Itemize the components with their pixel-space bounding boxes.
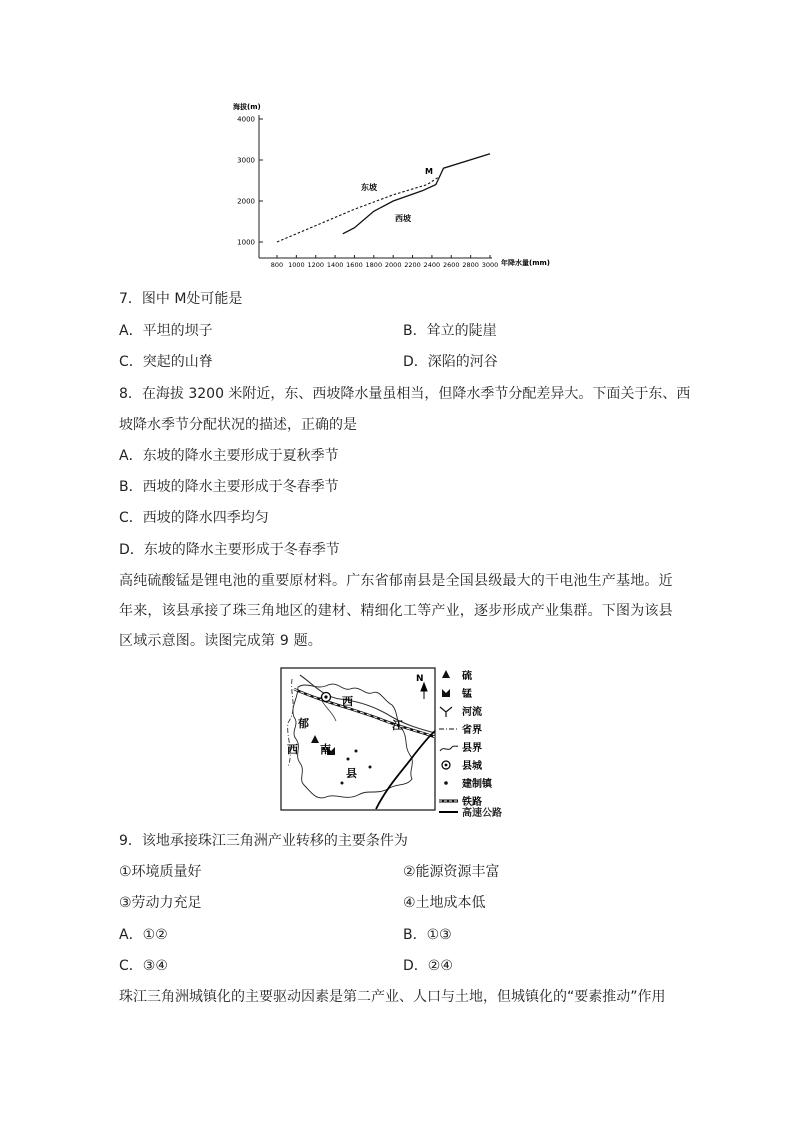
- x-tick-label: 2200: [404, 261, 421, 269]
- q9-statement-2: ②能源资源丰富: [403, 864, 500, 880]
- legend-sulfur: 硫: [462, 671, 472, 682]
- x-tick-label: 1000: [288, 261, 305, 269]
- q8-option-a: A．东坡的降水主要形成于夏秋季节: [119, 448, 339, 464]
- legend-expressway: [439, 805, 519, 819]
- map-label-nan: 南: [320, 743, 331, 756]
- north-arrow-icon: [421, 683, 427, 699]
- map-frame: [281, 668, 435, 810]
- x-tick-label: 800: [270, 261, 284, 269]
- q7-option-a: A．平坦的坝子: [119, 323, 213, 339]
- q9-stem: 9．该地承接珠江三角洲产业转移的主要条件为: [119, 833, 408, 849]
- legend-expressway-label: 高速公路: [462, 808, 502, 819]
- q9-statement-4: ④土地成本低: [403, 895, 486, 911]
- q8-option-d: D．东坡的降水主要形成于冬春季节: [119, 542, 340, 558]
- q9-option-c: C．③④: [119, 958, 168, 974]
- chart-ticks: [237, 116, 498, 270]
- legend-county-icon: [440, 746, 458, 751]
- x-tick-label: 1200: [307, 261, 325, 269]
- y-tick-label: 1000: [237, 238, 255, 247]
- q9-statement-3: ③劳动力充足: [119, 895, 202, 911]
- legend-manganese: 锰: [462, 689, 472, 700]
- town-dot: [369, 766, 372, 769]
- q7-stem: 7．图中 M处可能是: [119, 291, 243, 307]
- q9-option-d: D．②④: [403, 958, 453, 974]
- legend-river: 河流: [462, 707, 482, 718]
- legend-county: 县界: [462, 743, 482, 754]
- chart-series: [277, 154, 490, 242]
- q8-option-c: C．西坡的降水四季均匀: [119, 510, 269, 526]
- town-dot: [347, 758, 350, 761]
- q9-option-a: A．①②: [119, 927, 168, 943]
- passage-q10: 珠江三角洲城镇化的主要驱动因素是第二产业、人口与土地，但城镇化的“要素推动”作用: [119, 989, 666, 1005]
- map-legend: [439, 669, 493, 808]
- chart-xlabel: 年降水量(mm): [501, 259, 550, 267]
- legend-town: 建制镇: [462, 779, 492, 790]
- q8-option-b: B．西坡的降水主要形成于冬春季节: [119, 479, 339, 495]
- chart-ylabel: 海拔(m): [233, 103, 261, 111]
- map-label-xi-left: 西: [287, 743, 298, 756]
- series-line-east: [277, 176, 440, 242]
- y-tick-label: 2000: [237, 197, 255, 206]
- q8-stem-line2: 坡降水季节分配状况的描述，正确的是: [119, 417, 357, 433]
- map-label-xi-top: 西: [342, 695, 353, 708]
- y-tick-label: 4000: [237, 115, 255, 124]
- annotation-m: M: [425, 167, 433, 176]
- series-label-west: 西坡: [395, 214, 411, 223]
- map-label-yu: 郁: [298, 717, 309, 730]
- passage-q9: 高纯硫酸锰是锂电池的重要原材料。广东省郁南县是全国县级最大的干电池生产基地。近年来，该县承接了珠三角地区的建材、精细化工等产业，逐步形成产业集群。下图为该县区域示意图。读图完成第 9 题。: [119, 573, 673, 649]
- q8-stem-line1: 8．在海拔 3200 米附近，东、西坡降水量虽相当，但降水季节分配差异大。下面关于东、西: [119, 386, 691, 402]
- expressway: [376, 731, 435, 809]
- x-tick-label: 2000: [384, 261, 402, 269]
- legend-sulfur-icon: [442, 670, 450, 678]
- legend-province: 省界: [462, 725, 482, 736]
- series-label-east: 东坡: [361, 183, 377, 192]
- q9-option-b: B．①③: [403, 927, 452, 943]
- x-tick-label: 2800: [462, 261, 479, 269]
- county-map: [280, 667, 520, 815]
- north-label: N: [416, 674, 424, 684]
- x-tick-label: 2400: [423, 261, 441, 269]
- x-tick-label: 2600: [442, 261, 460, 269]
- q9-statement-1: ①环境质量好: [119, 864, 202, 880]
- river-xijiang: [300, 675, 435, 733]
- legend-town-icon: [444, 781, 448, 785]
- legend-railway: 铁路: [462, 797, 482, 808]
- series-line-west: [343, 154, 490, 234]
- q7-option-d: D．深陷的河谷: [403, 354, 498, 370]
- q7-option-c: C．突起的山脊: [119, 354, 213, 370]
- map-label-xian: 县: [346, 767, 357, 780]
- sulfur-icon: [311, 735, 319, 743]
- q7-option-b: B．耸立的陡崖: [403, 323, 497, 339]
- legend-river-icon: [440, 707, 452, 717]
- y-tick-label: 3000: [237, 156, 255, 165]
- x-tick-label: 1600: [346, 261, 363, 269]
- legend-county-seat: 县城: [462, 761, 482, 772]
- town-dot: [341, 782, 344, 785]
- altitude-precipitation-chart: [225, 97, 570, 277]
- legend-manganese-icon: [442, 689, 450, 697]
- x-tick-label: 3000: [481, 261, 499, 269]
- town-dot: [355, 750, 358, 753]
- map-label-jiang: 江: [392, 719, 403, 732]
- x-tick-label: 1400: [326, 261, 344, 269]
- x-tick-label: 1800: [365, 261, 383, 269]
